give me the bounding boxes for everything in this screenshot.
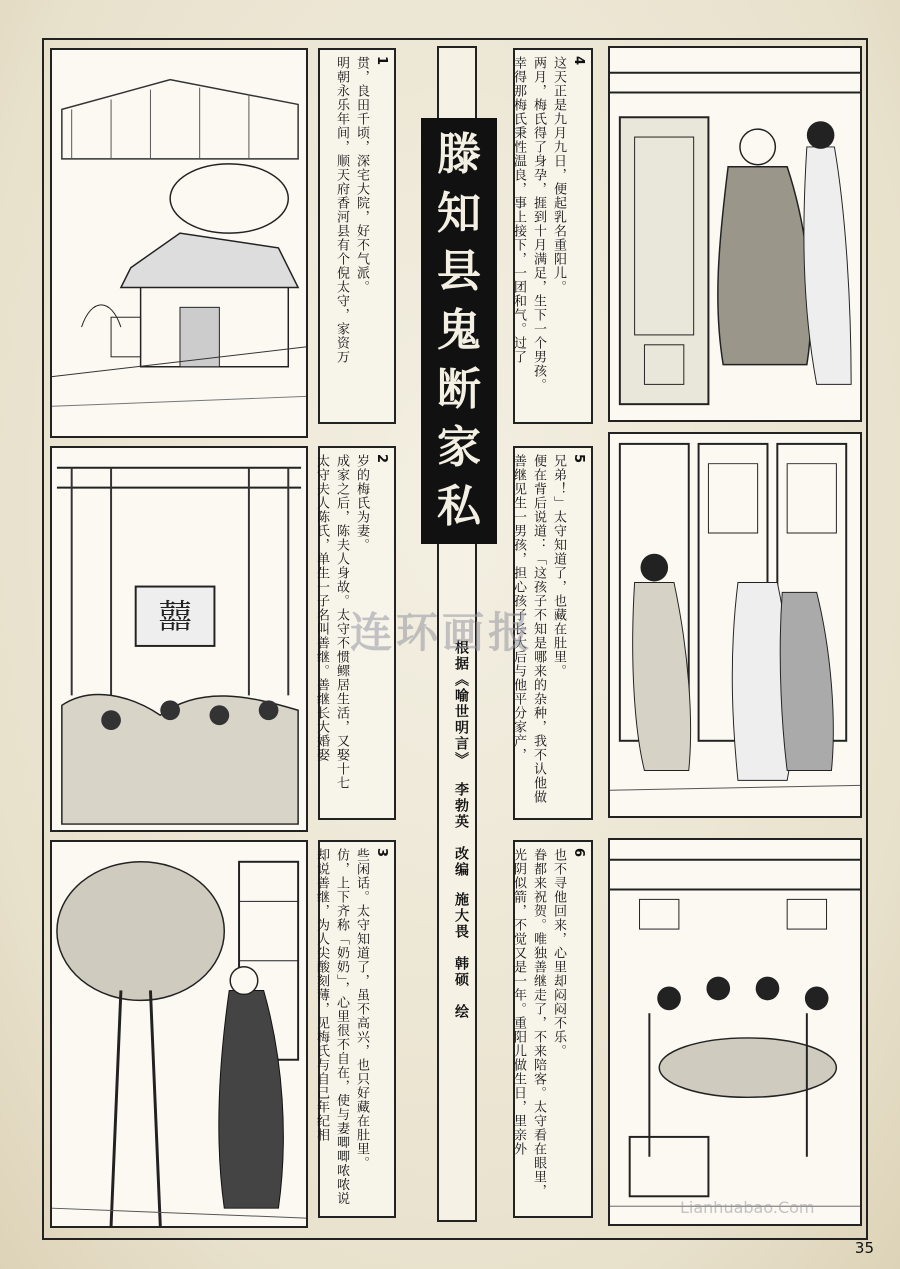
caption-number: 6	[571, 848, 586, 859]
caption-line: 这天正是九月九日，便起乳名重阳儿。	[551, 56, 566, 294]
page-number: 35	[854, 1239, 874, 1257]
caption-line: 成家之后，陈夫人身故。太守不惯鳏居生活，又娶十七	[334, 454, 349, 790]
illustration-2	[50, 446, 308, 832]
credits	[446, 640, 476, 1060]
title-char: 家	[437, 422, 481, 474]
caption-line: 两月，梅氏得了身孕，捱到十月满足，生下一个男孩。	[531, 56, 546, 392]
title-char: 鬼	[437, 304, 481, 356]
caption-number: 5	[571, 454, 586, 465]
illustration-5	[608, 432, 862, 818]
caption-line: 却说善继，为人尖酸刻薄，见梅氏与自己年纪相	[314, 848, 329, 1142]
caption-4	[513, 48, 593, 424]
title-char: 断	[437, 363, 481, 415]
caption-line: 也不寻他回来，心里却闷闷不乐。	[551, 848, 566, 1058]
watermark-brand: 连环画报	[350, 608, 535, 657]
caption-6	[513, 840, 593, 1218]
caption-line: 便在背后说道：「这孩子不知是哪来的杂种，我不认他做	[531, 454, 546, 804]
title-char: 县	[437, 246, 481, 298]
caption-line: 贯，良田千顷，深宅大院，好不气派。	[354, 56, 369, 294]
caption-number: 3	[374, 848, 389, 859]
caption-line: 眷都来祝贺。唯独善继走了，不来陪客。太守看在眼里，	[531, 848, 546, 1198]
caption-line: 兄弟！」太守知道了，也藏在肚里。	[551, 454, 566, 678]
caption-3	[314, 840, 396, 1218]
illustration-1	[50, 48, 308, 438]
watermark-url: Lianhuabao.Com	[680, 1198, 815, 1217]
title-char: 知	[437, 187, 481, 239]
credit-source: 根据《喻世明言》	[453, 640, 469, 768]
caption-line: 些闲话。太守知道了，虽不高兴，也只好藏在肚里。	[354, 848, 369, 1170]
credit-adapter: 李勃英 改编	[453, 782, 469, 878]
title-char: 私	[437, 480, 481, 532]
caption-line: 明朝永乐年间，顺天府香河县有个倪太守，家资万	[334, 56, 349, 364]
caption-line: 善继见生一男孩，担心孩子长大后与他平分家产，	[511, 454, 526, 762]
caption-number: 4	[571, 56, 586, 67]
illustration-4	[608, 46, 862, 422]
caption-number: 2	[374, 454, 389, 465]
credit-illustrators: 施大畏 韩硕 绘	[453, 892, 469, 1020]
caption-number: 1	[374, 56, 389, 67]
caption-line: 太守夫人陈氏，单生一子名叫善继。善继长大婚娶	[314, 454, 329, 762]
illustration-6	[608, 838, 862, 1226]
story-title	[421, 118, 497, 544]
caption-line: 仿，上下齐称「奶奶」，心里很不自在，使与妻唧唧哝哝说	[334, 848, 349, 1206]
caption-line: 岁的梅氏为妻。	[354, 454, 369, 552]
caption-line: 幸得那梅氏秉性温良，事上接下，一团和气。过了	[511, 56, 526, 364]
caption-line: 光阴似箭，不觉又是一年。重阳儿做生日，里亲外	[511, 848, 526, 1156]
illustration-3	[50, 840, 308, 1228]
caption-1	[318, 48, 396, 424]
title-char: 滕	[437, 129, 481, 181]
svg-text:囍: 囍	[158, 597, 192, 637]
